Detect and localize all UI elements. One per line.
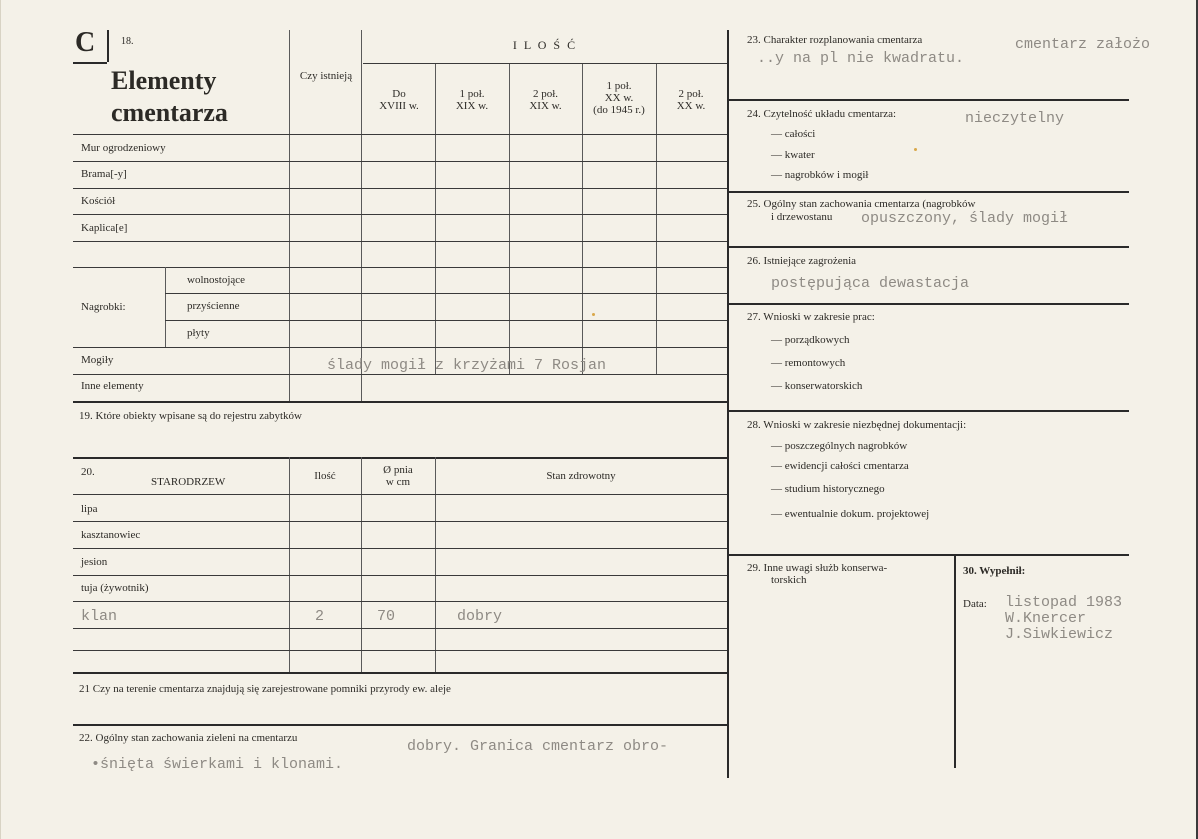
section-24-typed: nieczytelny <box>965 110 1065 127</box>
section-30-data: Data: <box>963 598 987 610</box>
s27-item-remontowych: — remontowych <box>771 357 846 369</box>
czy-istnieja-header: Czy istnieją <box>299 70 353 82</box>
row-brama: Brama[-y] <box>81 168 127 180</box>
tree-stan-header: Stan zdrowotny <box>546 470 616 482</box>
tree-ilosc-header: Ilość <box>314 470 336 482</box>
section-number: 18. <box>121 36 134 47</box>
s24-item-nagrobkow: — nagrobków i mogił <box>771 169 869 181</box>
section-30-label: 30. Wypełnił: <box>963 565 1026 577</box>
row-plyty: płyty <box>187 327 210 339</box>
s28-item-projektowej: — ewentualnie dokum. projektowej <box>771 508 930 520</box>
tree-jesion: jesion <box>81 556 108 568</box>
tree-typed-qty: 2 <box>315 608 325 625</box>
col-header-4: 1 poł. XX w. (do 1945 r.) <box>593 80 645 116</box>
section-23-typed1: cmentarz założo <box>1015 36 1151 53</box>
s27-item-porzadkowych: — porządkowych <box>771 334 850 346</box>
section-29-label2: torskich <box>771 574 807 586</box>
section-29-label1: 29. Inne uwagi służb konserwa- <box>747 562 888 574</box>
starodrzew-header: STARODRZEW <box>151 476 226 488</box>
tree-pnia-header: Ø pnia w cm <box>383 464 413 488</box>
section-20-number: 20. <box>81 466 95 478</box>
tree-kasztanowiec: kasztanowiec <box>81 529 141 541</box>
tree-tuja: tuja (żywotnik) <box>81 582 149 594</box>
col-header-3: 2 poł. XIX w. <box>529 88 562 112</box>
s27-item-konserwatorskich: — konserwatorskich <box>771 380 863 392</box>
section-26-label: 26. Istniejące zagrożenia <box>747 255 857 267</box>
section-27-label: 27. Wnioski w zakresie prac: <box>747 311 875 323</box>
section-30-typed-name1: W.Knercer <box>1005 610 1087 627</box>
tree-typed-diam: 70 <box>377 608 396 625</box>
row-mogily: Mogiły <box>81 354 114 366</box>
s24-item-calosci: — całości <box>771 128 816 140</box>
section-22-label: 22. Ogólny stan zachowania zieleni na cmentarzu <box>79 732 298 744</box>
s24-item-kwater: — kwater <box>771 149 815 161</box>
section-19-label: 19. Które obiekty wpisane są do rejestru zabytków <box>79 410 302 422</box>
section-30-typed-date: listopad 1983 <box>1005 594 1123 611</box>
tree-lipa: lipa <box>81 503 98 515</box>
tree-typed-state: dobry <box>457 608 503 625</box>
section-22-typed1: dobry. Granica cmentarz obro- <box>407 738 669 755</box>
row-kosciol: Kościół <box>81 195 116 207</box>
row-inne: Inne elementy <box>81 380 144 392</box>
section-23-typed2: ..y na pl nie kwadratu. <box>757 50 965 67</box>
s28-item-nagrobkow: — poszczególnych nagrobków <box>771 440 908 452</box>
s28-item-ewidencji: — ewidencji całości cmentarza <box>771 460 909 472</box>
section-25-label1: 25. Ogólny stan zachowania cmentarza (nagrobków <box>747 198 976 210</box>
section-25-typed: opuszczony, ślady mogił <box>861 210 1069 227</box>
col-header-2: 1 poł. XIX w. <box>455 88 489 112</box>
row-kaplica: Kaplica[e] <box>81 222 128 234</box>
row-wolnostojace: wolnostojące <box>187 274 246 286</box>
row-przyscienne: przyścienne <box>187 300 240 312</box>
row-nagrobki: Nagrobki: <box>81 301 126 313</box>
s28-item-studium: — studium historycznego <box>771 483 885 495</box>
ilosc-header: I L O Ś Ć <box>512 38 578 52</box>
form-title-line1: Elementy <box>111 66 217 95</box>
row-mur: Mur ogrodzeniowy <box>81 142 166 154</box>
letter-divider <box>107 30 109 62</box>
col-header-5: 2 poł. XX w. <box>676 88 706 112</box>
section-letter-box <box>73 28 107 64</box>
mogily-typed-note: ślady mogił z krzyżami 7 Rosjan <box>327 357 607 374</box>
section-23-label: 23. Charakter rozplanowania cmentarza <box>747 34 923 46</box>
section-26-typed: postępująca dewastacja <box>771 275 970 292</box>
decorative-dot <box>914 148 917 151</box>
section-21-label: 21 Czy na terenie cmentarza znajdują się zarejestrowane pomniki przyrody ew. aleje <box>79 683 451 695</box>
section-letter: C <box>75 27 96 58</box>
section-30-typed-name2: J.Siwkiewicz <box>1005 626 1114 643</box>
form-title-line2: cmentarza <box>111 98 228 127</box>
decorative-dot <box>592 313 595 316</box>
section-28-label: 28. Wnioski w zakresie niezbędnej dokumentacji: <box>747 419 967 431</box>
section-25-label2: i drzewostanu <box>771 211 833 223</box>
section-24-label: 24. Czytelność układu cmentarza: <box>747 108 897 120</box>
section-22-typed2: •śnięta świerkami i klonami. <box>91 756 344 773</box>
col-header-1: Do XVIII w. <box>379 88 419 112</box>
tree-typed-name: klan <box>81 608 118 625</box>
